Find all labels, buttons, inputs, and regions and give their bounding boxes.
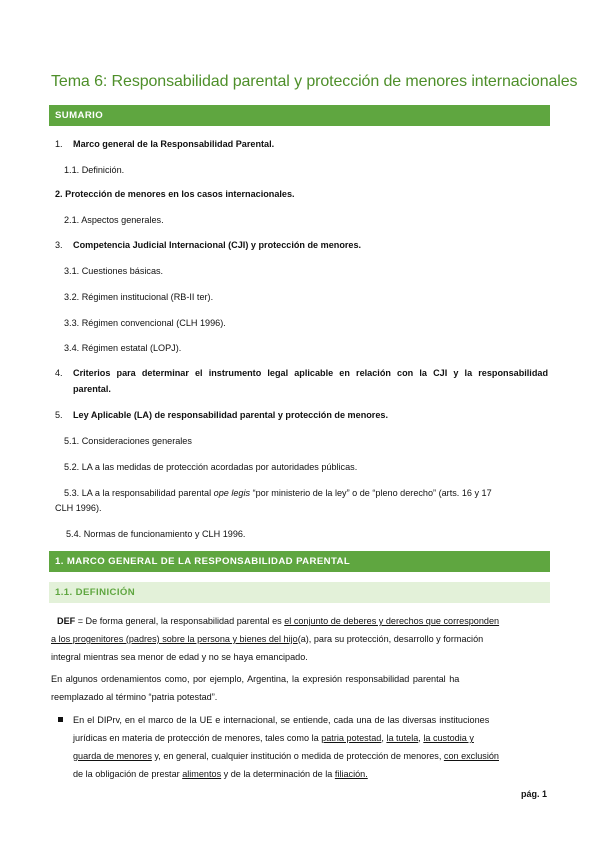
summary-header: SUMARIO [49, 105, 550, 126]
bullet-line-1: En el DIPrv, en el marco de la UE e internacional, se entiende, cada una de las diversas instituciones [73, 715, 490, 725]
toc-text: Régimen convencional (CLH 1996). [81, 318, 226, 328]
toc-num: 3.3. [64, 318, 80, 328]
toc-num: 5.1. [64, 436, 80, 446]
bullet-l4-a: de la obligación de prestar [73, 769, 183, 779]
toc-text-rest: y protección de menores. [248, 240, 362, 250]
toc-text: Definición. [81, 165, 125, 175]
bullet-l4-u2: filiación. [334, 769, 368, 779]
def-label: DEF [57, 616, 76, 626]
def-text-1: = De forma general, la responsabilidad parental es [75, 616, 285, 626]
bullet-l4-b: y de la determinación de la [221, 769, 335, 779]
toc-text: Régimen institucional (RB-II ter). [81, 292, 214, 302]
toc-item-3-1 [64, 266, 163, 276]
bullet-l3-u1: guarda de menores [73, 751, 152, 761]
toc-item-3-2 [64, 292, 213, 302]
toc-text-b: “por ministerio de la ley” o de “pleno derecho” (arts. 16 y 17 [250, 488, 492, 498]
toc-text: Protección de menores en los casos internacionales. [65, 189, 295, 199]
toc-num: 2. [55, 189, 63, 199]
def-underline-1: el conjunto de deberes y derechos que corresponden [284, 616, 500, 626]
para2-line-2: reemplazado al término “patria potestad”. [51, 692, 218, 702]
toc-num: 3.4. [64, 343, 80, 353]
toc-item-5 [55, 410, 388, 420]
toc-text-italic: ope legis [213, 488, 251, 498]
toc-num: 1. [55, 139, 63, 149]
toc-text: Régimen estatal (LOPJ). [81, 343, 182, 353]
toc-num: 4. [55, 368, 63, 378]
toc-item-5-2 [64, 462, 357, 472]
toc-num: 3.2. [64, 292, 80, 302]
toc-num: 3. [55, 240, 63, 250]
toc-text-line2: CLH 1996). [55, 503, 102, 513]
def-text-2: (a), para su protección, desarrollo y formación [297, 634, 484, 644]
toc-text: Consideraciones generales [81, 436, 192, 446]
bullet-paragraph [73, 711, 548, 783]
toc-item-1-1 [64, 165, 124, 175]
def-line-3: integral mientras sea menor de edad y no se haya emancipado. [51, 652, 308, 662]
def-underline-2: a los progenitores (padres) sobre la persona y bienes del hijo [51, 634, 298, 644]
toc-item-5-1 [64, 436, 192, 446]
page-number: pág. 1 [520, 789, 547, 799]
toc-text: LA a las medidas de protección acordadas por autoridades públicas. [81, 462, 358, 472]
toc-num: 5.4. [66, 529, 82, 539]
bullet-l3-u2: con exclusión [443, 751, 499, 761]
bullet-l2-b: , [381, 733, 387, 743]
bullet-l2-a: jurídicas en materia de protección de menores, tales como la [73, 733, 322, 743]
bullet-l2-u1: patria potestad [321, 733, 382, 743]
section-1-1-header: 1.1. DEFINICIÓN [49, 582, 550, 603]
toc-item-3-4 [64, 343, 181, 353]
toc-num: 2.1. [64, 215, 80, 225]
definition-paragraph [51, 612, 548, 666]
page-title: Tema 6: Responsabilidad parental y protección de menores internacionales [51, 73, 578, 90]
toc-item-2 [55, 189, 295, 199]
toc-item-3-3 [64, 318, 226, 328]
toc-text: Aspectos generales. [81, 215, 164, 225]
toc-item-5-3-line2 [55, 503, 102, 513]
toc-item-2-1 [64, 215, 164, 225]
toc-text: Ley Aplicable (LA) de responsabilidad parental y protección de menores. [73, 410, 388, 420]
bullet-l2-c: , [418, 733, 424, 743]
toc-text: Normas de funcionamiento y CLH 1996. [83, 529, 246, 539]
toc-num: 1.1. [64, 165, 80, 175]
bullet-l3-a: y, en general, cualquier institución o medida de protección de menores, [151, 751, 444, 761]
toc-num: 5.2. [64, 462, 80, 472]
toc-text-bold: Competencia Judicial Internacional (CJI) [73, 240, 249, 250]
bullet-l2-u2: la tutela [386, 733, 419, 743]
toc-item-5-3 [64, 488, 492, 498]
toc-item-5-4 [66, 529, 245, 539]
toc-item-3 [55, 240, 361, 250]
toc-num: 3.1. [64, 266, 80, 276]
toc-text-line1: Criterios para determinar el instrumento legal aplicable en relación con la CJI y la responsabilidad [73, 368, 548, 378]
toc-item-4 [55, 368, 548, 394]
bullet-square-icon [58, 717, 63, 722]
section-1-header: 1. MARCO GENERAL DE LA RESPONSABILIDAD PARENTAL [49, 551, 550, 572]
paragraph-2 [51, 670, 548, 706]
bullet-l4-u1: alimentos [182, 769, 222, 779]
bullet-l2-u3: la custodia y [423, 733, 474, 743]
para2-line-1: En algunos ordenamientos como, por ejemplo, Argentina, la expresión responsabilidad parental ha [51, 674, 460, 684]
toc-num: 5. [55, 410, 63, 420]
toc-text: Marco general de la Responsabilidad Parental. [73, 139, 275, 149]
toc-num: 5.3. [64, 488, 80, 498]
toc-item-1 [55, 139, 274, 149]
toc-text-line2: parental. [73, 384, 111, 394]
toc-text: Cuestiones básicas. [81, 266, 164, 276]
toc-text-a: LA a la responsabilidad parental [81, 488, 214, 498]
